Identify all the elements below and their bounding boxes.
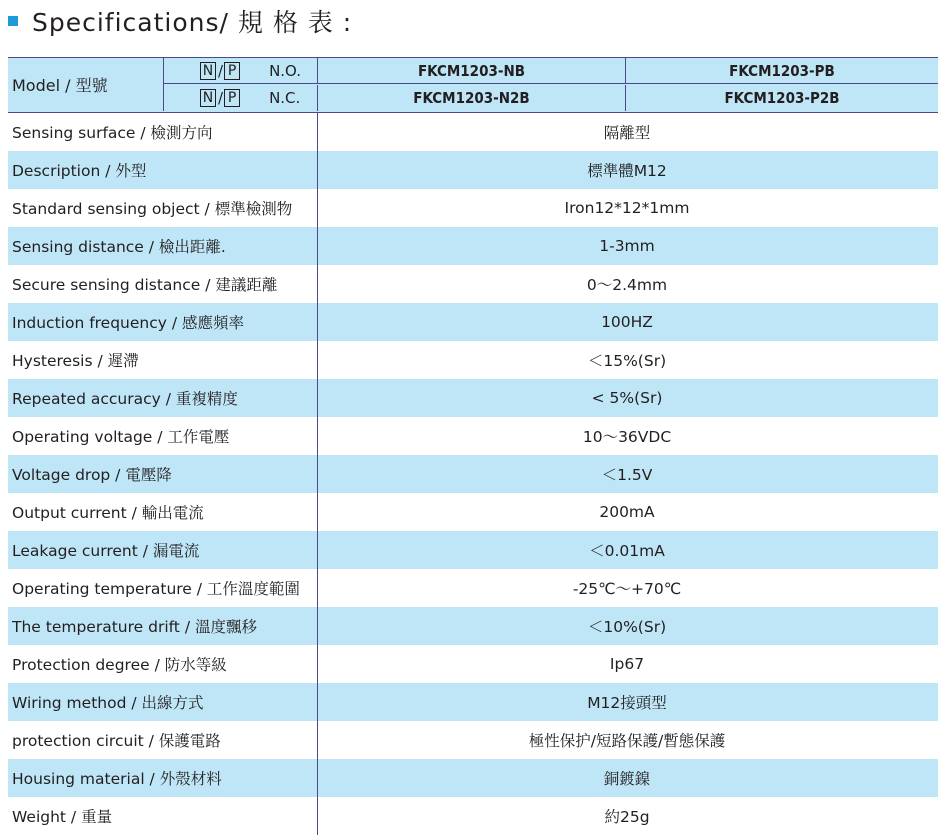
spec-value: 10～36VDC <box>582 428 672 446</box>
spec-value: -25℃～+70℃ <box>572 580 682 598</box>
table-row <box>8 151 938 189</box>
table-row <box>8 683 938 721</box>
spec-table <box>8 57 938 835</box>
spec-label: Protection degree / 防水等級 <box>8 645 318 683</box>
spec-label: The temperature drift / 溫度飄移 <box>8 607 318 645</box>
n-box: N <box>200 89 216 107</box>
model-code-no-npn: FKCM1203-NB <box>318 58 626 84</box>
spec-label: Description / 外型 <box>8 151 318 189</box>
spec-label: Sensing surface / 檢測方向 <box>8 113 318 151</box>
spec-label: Secure sensing distance / 建議距離 <box>8 265 318 303</box>
table-row <box>8 379 938 417</box>
table-row <box>8 341 938 379</box>
table-row <box>8 569 938 607</box>
spec-value: ＜15%(Sr) <box>587 352 667 370</box>
table-row <box>8 645 938 683</box>
spec-value: M12接頭型 <box>587 694 667 712</box>
spec-value: 標準體M12 <box>587 162 667 180</box>
spec-label: Hysteresis / 遲滯 <box>8 341 318 379</box>
table-row <box>8 455 938 493</box>
p-box: P <box>224 89 240 107</box>
spec-label: Housing material / 外殼材料 <box>8 759 318 797</box>
spec-value: Ip67 <box>609 655 645 673</box>
table-row <box>8 417 938 455</box>
spec-value: 約25g <box>604 808 650 826</box>
square-bullet-icon <box>8 16 18 26</box>
np-slash: / <box>218 89 224 107</box>
model-label: Model / 型號 <box>8 58 164 111</box>
spec-label: Leakage current / 漏電流 <box>8 531 318 569</box>
table-row <box>8 607 938 645</box>
spec-label: Weight / 重量 <box>8 797 318 835</box>
spec-value: 隔離型 <box>603 124 651 142</box>
spec-value: 200mA <box>599 503 655 521</box>
spec-rows <box>8 113 938 835</box>
section-heading <box>8 4 352 38</box>
spec-value: Iron12*12*1mm <box>564 199 690 217</box>
table-row <box>8 493 938 531</box>
spec-label: Output current / 輸出電流 <box>8 493 318 531</box>
table-row <box>8 113 938 151</box>
model-code-no-pnp: FKCM1203-PB <box>626 58 938 84</box>
spec-label: Sensing distance / 檢出距離. <box>8 227 318 265</box>
spec-label: Voltage drop / 電壓降 <box>8 455 318 493</box>
spec-value: 0～2.4mm <box>586 276 668 294</box>
spec-label: Induction frequency / 感應頻率 <box>8 303 318 341</box>
spec-label: protection circuit / 保護電路 <box>8 721 318 759</box>
table-row <box>8 303 938 341</box>
table-row <box>8 227 938 265</box>
spec-value: 極性保护/短路保護/暫態保護 <box>528 732 726 750</box>
table-row <box>8 265 938 303</box>
spec-value: ＜1.5V <box>601 466 653 484</box>
n-box: N <box>200 62 216 80</box>
spec-value: ＜0.01mA <box>589 542 665 560</box>
spec-value: 100HZ <box>601 313 653 331</box>
nc-label: N.C. <box>269 89 301 107</box>
spec-label: Repeated accuracy / 重複精度 <box>8 379 318 417</box>
no-label: N.O. <box>269 61 302 80</box>
model-header <box>8 57 938 113</box>
spec-value: 1-3mm <box>599 237 655 255</box>
np-slash: / <box>218 61 224 80</box>
spec-value: ＜10%(Sr) <box>587 618 667 636</box>
p-box: P <box>224 62 240 80</box>
table-row <box>8 531 938 569</box>
page-title: Specifications/ 規 格 表 : <box>32 8 353 37</box>
table-row <box>8 759 938 797</box>
nc-output-type <box>164 85 318 111</box>
table-row <box>8 797 938 835</box>
model-code-nc-npn: FKCM1203-N2B <box>318 85 626 111</box>
spec-label: Standard sensing object / 標準檢測物 <box>8 189 318 227</box>
spec-value: < 5%(Sr) <box>591 389 663 407</box>
model-code-nc-pnp: FKCM1203-P2B <box>724 89 840 107</box>
table-row <box>8 721 938 759</box>
spec-label: Operating voltage / 工作電壓 <box>8 417 318 455</box>
spec-label: Wiring method / 出線方式 <box>8 683 318 721</box>
table-row <box>8 189 938 227</box>
no-output-type <box>164 58 318 84</box>
spec-value: 銅鍍鎳 <box>603 770 651 788</box>
spec-label: Operating temperature / 工作溫度範圍 <box>8 569 318 607</box>
